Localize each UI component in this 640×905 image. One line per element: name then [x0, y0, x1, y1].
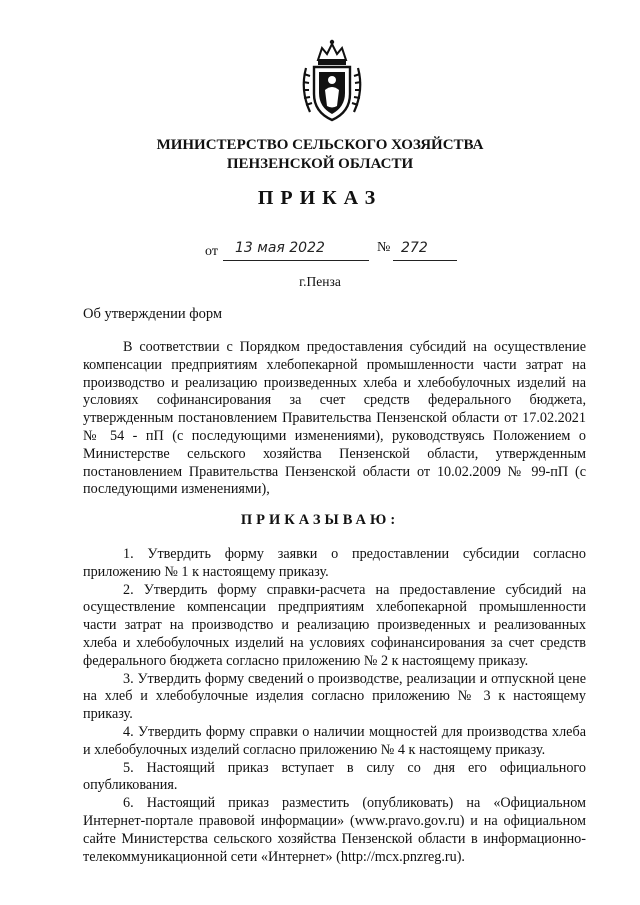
number-value: 272 [401, 240, 428, 256]
penza-coat-of-arms-icon [296, 38, 368, 124]
ministry-name-line2: ПЕНЗЕНСКОЙ ОБЛАСТИ [226, 156, 414, 172]
number-underline [393, 260, 457, 261]
order-item: 6. Настоящий приказ разместить (опубликовать) на «Официальном Интернет-портале правовой информации» (www.pravo.gov.ru) и на официальном сайте Министерства сельского хозяйства Пензенской области в информационно-телекоммуникационной сети «Интернет» (http://mcx.pnzreg.ru). [83, 795, 586, 865]
order-item: 3. Утвердить форму сведений о производстве, реализации и отпускной цене на хлеб и хлебобулочные изделия согласно приложению № 3 к настоящему приказу. [83, 670, 586, 723]
order-item: 2. Утвердить форму справки-расчета на предоставление субсидий на осуществление компенсации предприятиям хлебопекарной промышленности части затрат на производство и реализацию произведенных и реализованных хлеба и хлебобулочных изделий на условиях софинансирования за счет средств федерального бюджета согласно приложению № 2 к настоящему приказу. [83, 581, 586, 669]
order-item: 4. Утвердить форму справки о наличии мощностей для производства хлеба и хлебобулочных изделий согласно приложению № 4 к настоящему приказу. [83, 723, 586, 758]
number-label: № [377, 240, 391, 255]
preamble-paragraph: В соответствии с Порядком предоставления субсидий на осуществление компенсации предприятиям хлебопекарной промышленности части затрат на производство и реализацию произведенных хлеба и хлебобулочных изделий на условиях софинансирования за счет средств федерального бюджета, утвержденным постановлением Правительства Пензенской области от 17.02.2021 № 54 - пП (с последующими изменениями), руководствуясь Положением о Министерстве сельского хозяйства Пензенской области, утвержденным постановлением Правительства Пензенской области от 10.02.2009 № 99-пП (с последующими изменениями), [83, 339, 586, 498]
order-items [83, 546, 586, 866]
date-underline [223, 260, 369, 261]
date-from-label: от [205, 244, 218, 259]
order-item: 1. Утвердить форму заявки о предоставлении субсидии согласно приложению № 1 к настоящему приказу. [83, 546, 586, 580]
order-subject: Об утверждении форм [83, 306, 223, 322]
order-item: 5. Настоящий приказ вступает в силу со дня его официального опубликования. [83, 759, 586, 794]
date-value: 13 мая 2022 [235, 240, 325, 256]
decree-heading: ПРИКАЗЫВАЮ: [240, 512, 400, 528]
city: г.Пенза [299, 274, 341, 289]
ministry-name-line1: МИНИСТЕРСТВО СЕЛЬСКОГО ХОЗЯЙСТВА [156, 137, 484, 153]
order-title: ПРИКАЗ [257, 187, 383, 209]
